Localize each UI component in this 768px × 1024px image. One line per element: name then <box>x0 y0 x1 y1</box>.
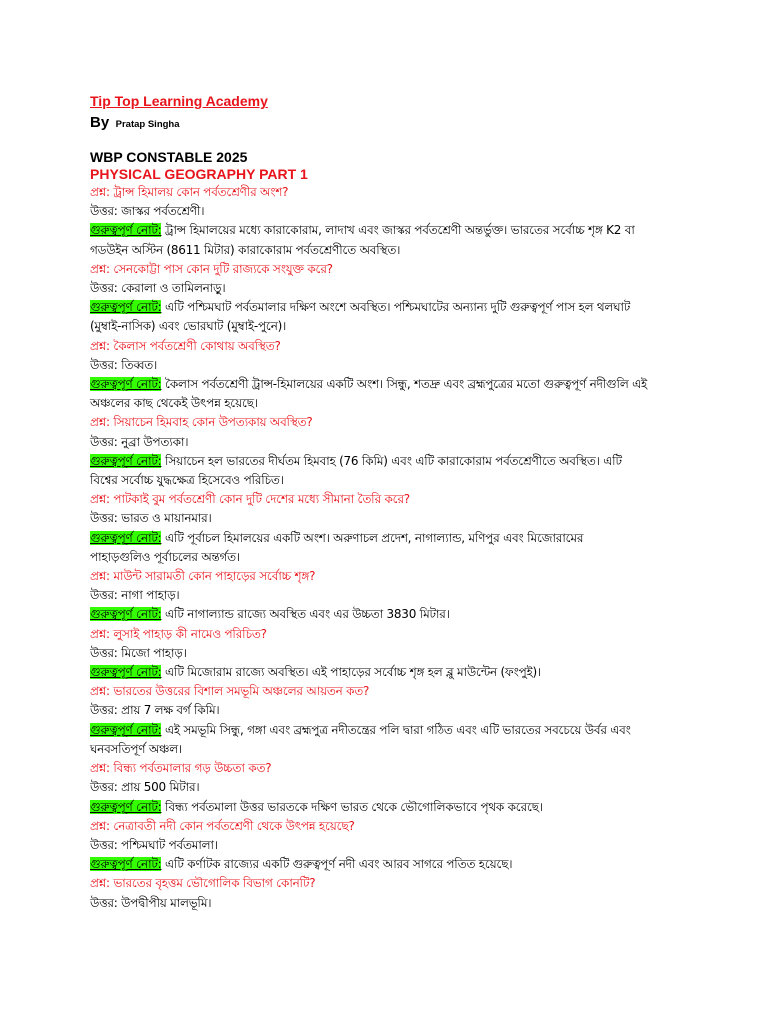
important-note-label: গুরুত্বপূর্ণ নোট: <box>90 300 162 315</box>
exam-title: WBP CONSTABLE 2025 <box>90 149 248 165</box>
note-line <box>90 529 690 548</box>
important-note-label: গুরুত্বপূর্ণ নোট: <box>90 453 162 468</box>
question-line: প্রশ্ন: নেত্রাবতী নদী কোন পর্বতশ্রেণী থেকে উৎপন্ন হয়েছে? <box>90 818 355 833</box>
note-text: এটি কর্ণাটক রাজ্যের একটি গুরুত্বপূর্ণ নদী এবং আরব সাগরে পতিত হয়েছে। <box>165 857 513 872</box>
answer-line: উত্তর: জাস্কর পর্বতশ্রেণী। <box>90 204 205 219</box>
question-line: প্রশ্ন: বিন্ধ্য পর্বতমালার গড় উচ্চতা কত? <box>90 761 272 776</box>
subject-title: PHYSICAL GEOGRAPHY PART 1 <box>90 166 308 182</box>
note-line <box>90 721 690 740</box>
note-text: এই সমভূমি সিন্ধু, গঙ্গা এবং ব্রহ্মপুত্র নদীতন্ত্রের পলি দ্বারা গঠিত এবং এটি ভারতের সবচেয়ে উর্বর এবং <box>165 722 631 737</box>
question-line: প্রশ্ন: পাটকাই বুম পর্বতশ্রেণী কোন দুটি দেশের মধ্যে সীমানা তৈরি করে? <box>90 492 410 507</box>
note-line <box>90 605 690 624</box>
question-line: প্রশ্ন: সেনকোট্টা পাস কোন দুটি রাজ্যকে সংযুক্ত করে? <box>90 261 333 276</box>
note-text: এটি নাগাল্যান্ড রাজ্যে অবস্থিত এবং এর উচ্চতা 3830 মিটার। <box>165 607 450 622</box>
answer-line: উত্তর: প্রায় 500 মিটার। <box>90 780 200 795</box>
note-line <box>90 798 690 817</box>
author-name: Pratap Singha <box>115 119 180 130</box>
note-text: সিয়াচেন হল ভারতের দীর্ঘতম হিমবাহ (76 কিমি) এবং এটি কারাকোরাম পর্বতশ্রেণীতে অবস্থিত। এটি <box>165 453 622 468</box>
note-line <box>90 317 690 336</box>
note-text: পাহাড়গুলিও পূর্বাচলের অন্তর্গত। <box>90 549 240 564</box>
question-line: প্রশ্ন: লুসাই পাহাড় কী নামেও পরিচিত? <box>90 626 267 641</box>
question-line: প্রশ্ন: ভারতের উত্তরের বিশাল সমভূমি অঞ্চলের আয়তন কত? <box>90 684 370 699</box>
important-note-label: গুরুত্বপূর্ণ নোট: <box>90 377 162 392</box>
note-text: অঞ্চলের কাছ থেকেই উৎপন্ন হয়েছে। <box>90 396 258 411</box>
note-line <box>90 221 690 240</box>
important-note-label: গুরুত্বপূর্ণ নোট: <box>90 607 162 622</box>
note-line <box>90 394 690 413</box>
note-text: ঘনবসতিপূর্ণ অঞ্চল। <box>90 741 182 756</box>
note-line <box>90 471 690 490</box>
important-note-label: গুরুত্বপূর্ণ নোট: <box>90 799 162 814</box>
byline <box>90 113 690 133</box>
note-text: কৈলাস পর্বতশ্রেণী ট্রান্স-হিমালয়ের একটি অংশ। সিন্ধু, শতদ্রু এবং ব্রহ্মপুত্রের মতো গুরুত্বপূর্ণ নদীগুলি এই <box>165 377 648 392</box>
note-line <box>90 548 690 567</box>
important-note-label: গুরুত্বপূর্ণ নোট: <box>90 530 162 545</box>
note-line <box>90 298 690 317</box>
question-line: প্রশ্ন: কৈলাস পর্বতশ্রেণী কোথায় অবস্থিত? <box>90 338 281 353</box>
question-line: প্রশ্ন: ট্রান্স হিমালয় কোন পর্বতশ্রেণীর অংশ? <box>90 185 289 199</box>
note-text: (মুম্বাই-নাসিক) এবং ভোরঘাট (মুম্বাই-পুনে)। <box>90 319 287 334</box>
note-text: বিশ্বের সর্বোচ্চ যুদ্ধক্ষেত্র হিসেবেও পরিচিত। <box>90 473 284 488</box>
answer-line: উত্তর: প্রায় 7 লক্ষ বর্গ কিমি। <box>90 703 220 718</box>
by-label: By <box>90 114 110 131</box>
answer-line: উত্তর: নুব্রা উপত্যকা। <box>90 434 189 449</box>
note-text: গডউইন অস্টিন (8611 মিটার) কারাকোরাম পর্বতশ্রেণীতে অবস্থিত। <box>90 242 401 257</box>
important-note-label: গুরুত্বপূর্ণ নোট: <box>90 722 162 737</box>
note-text: এটি মিজোরাম রাজ্যে অবস্থিত। এই পাহাড়ের সর্বোচ্চ শৃঙ্গ হল ব্লু মাউন্টেন (ফংপুই)। <box>165 665 541 680</box>
answer-line: উত্তর: নাগা পাহাড়। <box>90 588 180 603</box>
question-line: প্রশ্ন: সিয়াচেন হিমবাহ কোন উপত্যকায় অবস্থিত? <box>90 415 313 430</box>
note-line <box>90 663 690 682</box>
answer-line: উত্তর: পশ্চিমঘাট পর্বতমালা। <box>90 837 218 852</box>
note-text: বিন্ধ্য পর্বতমালা উত্তর ভারতকে দক্ষিণ ভারত থেকে ভৌগোলিকভাবে পৃথক করেছে। <box>165 799 543 814</box>
answer-line: উত্তর: ভারত ও মায়ানমার। <box>90 511 212 526</box>
answer-line: উত্তর: কেরালা ও তামিলনাড়ু। <box>90 281 226 296</box>
note-line <box>90 241 690 260</box>
note-text: এটি পশ্চিমঘাট পর্বতমালার দক্ষিণ অংশে অবস্থিত। পশ্চিমঘাটের অন্যান্য দুটি গুরুত্বপূর্ণ পাস হল থলঘাট <box>165 300 631 315</box>
note-line <box>90 855 690 874</box>
answer-line: উত্তর: মিজো পাহাড়। <box>90 645 187 660</box>
note-line <box>90 740 690 759</box>
academy-name[interactable]: Tip Top Learning Academy <box>90 93 268 109</box>
answer-line: উত্তর: উপদ্বীপীয় মালভূমি। <box>90 895 212 910</box>
question-line: প্রশ্ন: ভারতের বৃহত্তম ভৌগোলিক বিভাগ কোনটি? <box>90 876 316 891</box>
important-note-label: গুরুত্বপূর্ণ নোট: <box>90 665 162 680</box>
important-note-label: গুরুত্বপূর্ণ নোট: <box>90 857 162 872</box>
note-line <box>90 452 690 471</box>
document-page <box>90 92 690 913</box>
answer-line: উত্তর: তিব্বত। <box>90 357 158 372</box>
note-line <box>90 375 690 394</box>
qa-list <box>90 183 690 913</box>
important-note-label: গুরুত্বপূর্ণ নোট: <box>90 223 162 238</box>
question-line: প্রশ্ন: মাউন্ট সারামতী কোন পাহাড়ের সর্বোচ্চ শৃঙ্গ? <box>90 569 316 584</box>
note-text: এটি পূর্বাচল হিমালয়ের একটি অংশ। অরুণাচল প্রদেশ, নাগাল্যান্ড, মণিপুর এবং মিজোরামের <box>165 530 584 545</box>
note-text: ট্রান্স হিমালয়ের মধ্যে কারাকোরাম, লাদাখ এবং জাস্কর পর্বতশ্রেণী অন্তর্ভুক্ত। ভারতের সর্বোচ্চ শৃঙ্গ K2 বা <box>165 223 635 238</box>
